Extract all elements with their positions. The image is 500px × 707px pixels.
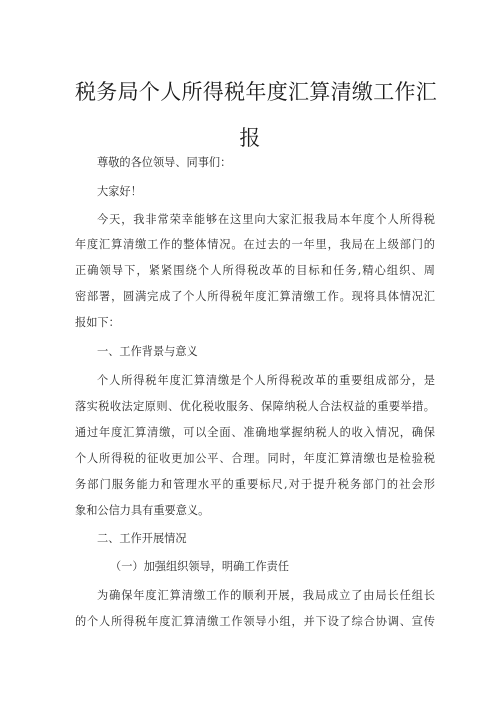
paragraph-line: 个人所得税的征收更加公平、合理。同时，年度汇算清缴也是检验税 xyxy=(75,452,435,465)
document-title-line-2: 报 xyxy=(239,126,261,150)
paragraph-line: 为确保年度汇算清缴工作的顺利开展，我局成立了由局长任组长 xyxy=(97,589,435,602)
paragraph-line: 象和公信力具有重要意义。 xyxy=(75,504,210,517)
greeting: 大家好！ xyxy=(97,185,142,198)
section-heading: 二、工作开展情况 xyxy=(97,532,187,545)
paragraph-line: 落实税收法定原则、优化税收服务、保障纳税人合法权益的重要举措。 xyxy=(75,400,435,413)
document-title-line-1: 税务局个人所得税年度汇算清缴工作汇 xyxy=(75,80,438,104)
paragraph-line: 通过年度汇算清缴，可以全面、准确地掌握纳税人的收入情况，确保 xyxy=(75,426,435,439)
paragraph-line: 个人所得税年度汇算清缴是个人所得税改革的重要组成部分，是 xyxy=(97,374,435,387)
paragraph-line: 的个人所得税年度汇算清缴工作领导小组，并下设了综合协调、宣传 xyxy=(75,615,435,628)
paragraph-line: 务部门服务能力和管理水平的重要标尺,对于提升税务部门的社会形 xyxy=(75,478,435,491)
paragraph-line: 年度汇算清缴工作的整体情况。在过去的一年里，我局在上级部门的 xyxy=(75,238,435,251)
paragraph-line: 密部署，圆满完成了个人所得税年度汇算清缴工作。现将具体情况汇 xyxy=(75,290,435,303)
subsection-heading: （一）加强组织领导，明确工作责任 xyxy=(110,560,290,573)
paragraph-line: 今天，我非常荣幸能够在这里向大家汇报我局本年度个人所得税 xyxy=(97,213,435,226)
section-heading: 一、工作背景与意义 xyxy=(97,345,198,358)
salutation: 尊敬的各位领导、同事们： xyxy=(97,156,232,169)
paragraph-line: 报如下： xyxy=(75,316,120,329)
paragraph-line: 正确领导下，紧紧围绕个人所得税改革的目标和任务,精心组织、周 xyxy=(75,264,435,277)
